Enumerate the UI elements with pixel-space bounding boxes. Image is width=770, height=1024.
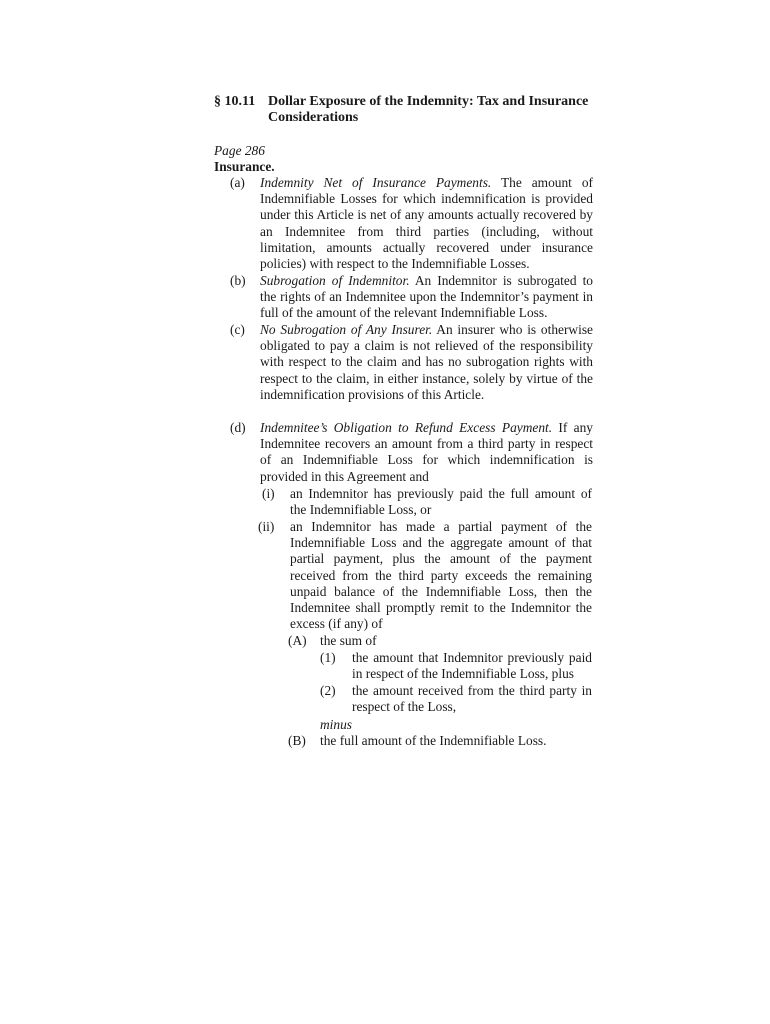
subclause-label: (1) bbox=[320, 650, 336, 665]
section-title: Dollar Exposure of the Indemnity: Tax and Insurance Considerations bbox=[268, 94, 589, 125]
clause-body: If any Indemnitee recovers an amount from a third party in respect of an Indemnifiable Loss for which indemnification is provided in this Agreement and bbox=[260, 420, 594, 484]
page-reference: Page 286 bbox=[214, 143, 265, 158]
clause-text bbox=[260, 322, 593, 403]
subclause-text: the full amount of the Indemnifiable Loss. bbox=[320, 733, 547, 748]
clause-label: (c) bbox=[230, 322, 245, 337]
subclause-text: the sum of bbox=[320, 633, 377, 648]
clause-heading: Indemnity Net of Insurance Payments. bbox=[260, 175, 492, 190]
subclause-label: (A) bbox=[288, 633, 307, 648]
clause-label: (b) bbox=[230, 273, 246, 288]
clause-text bbox=[260, 175, 593, 272]
subheading-insurance: Insurance. bbox=[214, 159, 275, 174]
clause-label: (a) bbox=[230, 175, 245, 190]
clause-heading: No Subrogation of Any Insurer. bbox=[260, 322, 433, 337]
subclause-label: (ii) bbox=[258, 519, 275, 534]
section-number: § 10.11 bbox=[214, 94, 256, 109]
subclause-label: (i) bbox=[262, 486, 275, 501]
clause-label: (d) bbox=[230, 420, 246, 435]
subclause-label: (B) bbox=[288, 733, 306, 748]
subclause-text: the amount received from the third party in respect of the Loss, bbox=[352, 683, 592, 715]
clause-heading: Subrogation of Indemnitor. bbox=[260, 273, 410, 288]
clause-body: An insurer who is otherwise obligated to pay a claim is not relieved of the responsibility with respect to the claim and has no subrogation rights with respect to the claim, in either instance, solely by virtue of the indemnification provisions of this Article. bbox=[260, 322, 593, 402]
clause-text bbox=[260, 273, 593, 322]
clause-heading: Indemnitee’s Obligation to Refund Excess Payment. bbox=[260, 420, 553, 435]
subclause-text: an Indemnitor has made a partial payment of the Indemnifiable Loss and the aggregate amount of that partial payment, plus the amount of the payment received from the third party exceeds the remaining unpaid balance of the Indemnifiable Loss, then the Indemnitee shall promptly remit to the Indemnitor the excess (if any) of bbox=[290, 519, 592, 632]
clause-body: The amount of Indemnifiable Losses for which indemnification is provided under this Article is net of any amounts actually recovered by an Indemnitee from third parties (including, without limitation, amounts actually recovered under insurance policies) with respect to the Indemnifiable Losses. bbox=[260, 175, 593, 272]
clause-body: An Indemnitor is subrogated to the rights of an Indemnitee upon the Indemnitor’s payment in full of the amount of the relevant Indemnifiable Loss. bbox=[260, 273, 593, 321]
subclause-text: the amount that Indemnitor previously paid in respect of the Indemnifiable Loss, plus bbox=[352, 650, 592, 682]
subclause-label: (2) bbox=[320, 683, 336, 698]
minus-word: minus bbox=[320, 717, 352, 732]
subclause-text: an Indemnitor has previously paid the full amount of the Indemnifiable Loss, or bbox=[290, 486, 592, 518]
clause-text bbox=[260, 420, 593, 485]
